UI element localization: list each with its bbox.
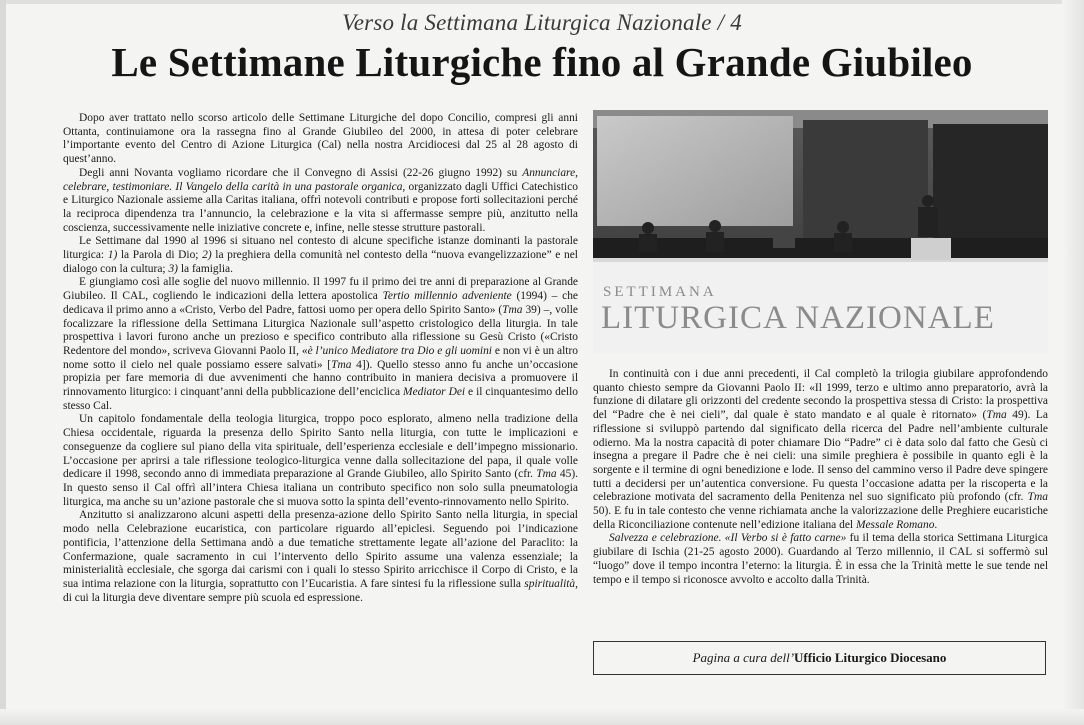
paragraph-run: , organizzato dagli Uffici Catechistico e Liturgico Nazionale assieme alla Caritas italiana, offrì notevoli contributi e propose forti sollecitazioni perché la reciproca dipendenza tra l’annuncio, la celebrazione e la vita si affermasse sempre più, anzitutto nella coscienza, successivamente nelle iniziative concrete e, infine, nelle stesse strutture pastorali. (63, 180, 578, 234)
paragraph-run: Tma (536, 468, 557, 481)
paragraph-run: Un capitolo fondamentale della teologia liturgica, troppo poco esplorato, almeno nella tradizione della Chiesa occidentale, riguarda la presenza dello Spirito Santo nella liturgia, con tutte le implicazioni e conseguenze da cogliere sul piano della vita spirituale, dell’esperienza ecclesiale e dell’impegno missionario. L’occasione per aprirsi a tale riflessione teologico-liturgica venne dalla sollecitazione del papa, il quale volle dedicare il 1998, secondo anno di immediata preparazione al Grande Giubileo, allo Spirito Santo (cfr. (63, 413, 578, 481)
article-paragraph (593, 368, 1048, 532)
credit-prefix: Pagina a cura dell’ (692, 650, 795, 665)
paragraph-run: 50). E fu in tale contesto che venne richiamata anche la valorizzazione delle Preghiere eucaristiche della Riconciliazione contenute nell’edizione italiana del (593, 505, 1048, 531)
right-column (593, 368, 1048, 587)
paragraph-run: Messale Romano (855, 518, 935, 531)
paragraph-run: Mediator Dei (403, 386, 466, 399)
paragraph-run: 4]). Quello stesso anno fu anche un’occasione propizia per fare memoria di due avvenimenti che hanno contribuito in maniera decisiva a promuovere il rinnovamento liturgico: i cinquant’anni della pubblicazione dell’enciclica (63, 358, 578, 399)
paragraph-run: Tma (502, 303, 523, 316)
paragraph-run: In continuità con i due anni precedenti, il Cal completò la trilogia giubilare approfondendo quanto chiesto sempre da Giovanni Paolo II: «Il 1999, terzo e ultimo anno preparatorio, avrà la funzione di dilatare gli orizzonti del credente secondo la prospettiva stessa di Cristo: la prospettiva del “Padre che è nei cieli”, dal quale è stato mandato e al quale è ritornato» ( (593, 368, 1048, 422)
article-paragraph (63, 413, 578, 509)
paragraph-run: . (934, 518, 938, 531)
paragraph-run: 3) (168, 262, 178, 275)
page-edge-bottom (0, 709, 1084, 725)
paragraph-run: 49). La riflessione si sviluppò partendo dal significato della ricerca del Padre nell’ambiente culturale odierno. Ma la nostra capacità di poter chiamare Dio “Padre” ci è data solo dal fatto che Gesù ci insegna a pregare il Padre che è nei cieli: una simile preghiera è possibile in quanto egli è la sorgente e il termine di ogni benedizione e lode. Il senso del cammino verso il Padre deve spingere tutti a decidersi per un’autentica conversione. Fu questa l’occasione adatta per la riscoperta e la celebrazione motivata del sacramento della Penitenza nel suo significato più profondo (cfr. (593, 409, 1048, 504)
credit-box (593, 641, 1046, 675)
paragraph-run: 39) –, volle focalizzare la riflessione della Settimana Liturgica Nazionale sull’aspetto cristologico della liturgia. In tale prospettiva i lavori furono anche un prezioso e specifico contributo alla riflessione su Gesù Cristo («Cristo Redentore del mondo», scriveva Giovanni Paolo II, « (63, 303, 578, 357)
paragraph-run: spiritualità (524, 577, 576, 590)
paragraph-run: Tma (331, 358, 352, 371)
conference-photo (593, 110, 1048, 353)
left-column (63, 112, 578, 605)
article-paragraph (63, 235, 578, 276)
banner-line-1: SETTIMANA (603, 284, 717, 300)
paragraph-run: Tma (986, 409, 1007, 422)
paragraph-run: Annunciare, celebrare, testimoniare. Il Vangelo della carità in una pastorale organica (63, 166, 578, 193)
paragraph-run: e non vi è un altro nome sotto il cielo nel quale possiamo essere salvati» [ (63, 344, 579, 371)
paragraph-run: la famiglia. (177, 262, 233, 275)
paragraph-run: Degli anni Novanta vogliamo ricordare che il Convegno di Assisi (22-26 giugno 1992) su (79, 166, 523, 179)
paragraph-run: E giungiamo così alle soglie del nuovo millennio. Il 1997 fu il primo dei tre anni di preparazione al Grande Giubileo. Il CAL, cogliendo le indicazioni della lettera apostolica (63, 276, 578, 303)
paragraph-run: 1) (107, 249, 118, 262)
article-headline: Le Settimane Liturgiche fino al Grande Giubileo (111, 39, 973, 85)
page-edge-left (0, 0, 6, 725)
paragraph-run: la preghiera della comunità nel contesto della “nuova evangelizzazione” e nel dialogo con la cultura; (63, 249, 578, 275)
conference-photo-image (593, 110, 1048, 353)
paragraph-run: la Parola di Dio; (117, 249, 203, 262)
article-paragraph (63, 276, 578, 413)
paragraph-run: , di cui la liturgia deve diventare sempre più scuola ed espressione. (63, 577, 578, 604)
paragraph-run: e il cinquantesimo dello stesso Cal. (63, 386, 578, 412)
paragraph-run: (1994) – che dedicava il primo anno a «Cristo, Verbo del Padre, fattosi uomo per opera dello Spirito Santo» ( (63, 290, 578, 316)
page-edge-right (1062, 0, 1084, 725)
paragraph-run: Tma (1027, 491, 1048, 504)
article-paragraph (63, 167, 578, 236)
paragraph-run: Le Settimane dal 1990 al 1996 si situano nel contesto di alcune specifiche istanze dominanti la pastorale liturgica: (63, 235, 578, 262)
banner-line-2: LITURGICA NAZIONALE (601, 300, 995, 336)
credit-office: Ufficio Liturgico Diocesano (794, 650, 947, 665)
paragraph-run: 45). In questo senso il Cal offrì all’intera Chiesa italiana un contributo specifico non solo sulla pneumatologia liturgica, ma anche su un’azione pastorale che si muova sotto la spinta dell’evento-rinnovamento nello Spirito. (63, 468, 578, 508)
paragraph-run: Anzitutto si analizzarono alcuni aspetti della presenza-azione dello Spirito Santo nella liturgia, in special modo nella Celebrazione eucaristica, con particolare riguardo all’epiclesi. Seguendo poi l’indicazione pontificia, l’attenzione della Settimana andò a due tematiche strettamente legate all’azione del Paraclito: la Confermazione, quale sacramento in cui l’intervento dello Spirito assume una valenza essenziale; la ministerialità ecclesiale, che sgorga dai carismi con i quali lo stesso Spirito arricchisce il Corpo di Cristo, e la sua intima relazione con la liturgia, soprattutto con l’Eucaristia. A fare sintesi fu la riflessione sulla (63, 509, 578, 590)
paragraph-run: Dopo aver trattato nello scorso articolo delle Settimane Liturgiche del dopo Concilio, compresi gli anni Ottanta, continuiamone ora la rassegna fino al Grande Giubileo del 2000, in attesa di poter celebrare l’importante evento del Centro di Azione Liturgica (Cal) nella nostra Arcidiocesi dal 25 al 28 agosto di quest’anno. (63, 112, 578, 166)
paragraph-run: Salvezza e celebrazione. «Il Verbo si è fatto carne» (609, 532, 847, 545)
paragraph-run: Tertio millennio adveniente (382, 290, 512, 303)
article-paragraph (593, 532, 1048, 587)
series-kicker: Verso la Settimana Liturgica Nazionale / 4 (342, 10, 742, 35)
article-paragraph (63, 112, 578, 167)
article-paragraph (63, 509, 578, 605)
paragraph-run: fu il tema della storica Settimana Liturgica giubilare di Ischia (21-25 agosto 2000). Guardando al Terzo millennio, il CAL si soffermò sul “luogo” dove il tempo incontra l’eterno: la liturgia. È in essa che la Trinità mette le sue tende nel tempo e il tempo si riconosce avvolto e accolto dalla Trinità. (593, 532, 1048, 586)
paragraph-run: è l’unico Mediatore tra Dio e gli uomini (307, 344, 492, 357)
page-edge-top (0, 0, 1084, 4)
paragraph-run: 2) (202, 249, 212, 262)
